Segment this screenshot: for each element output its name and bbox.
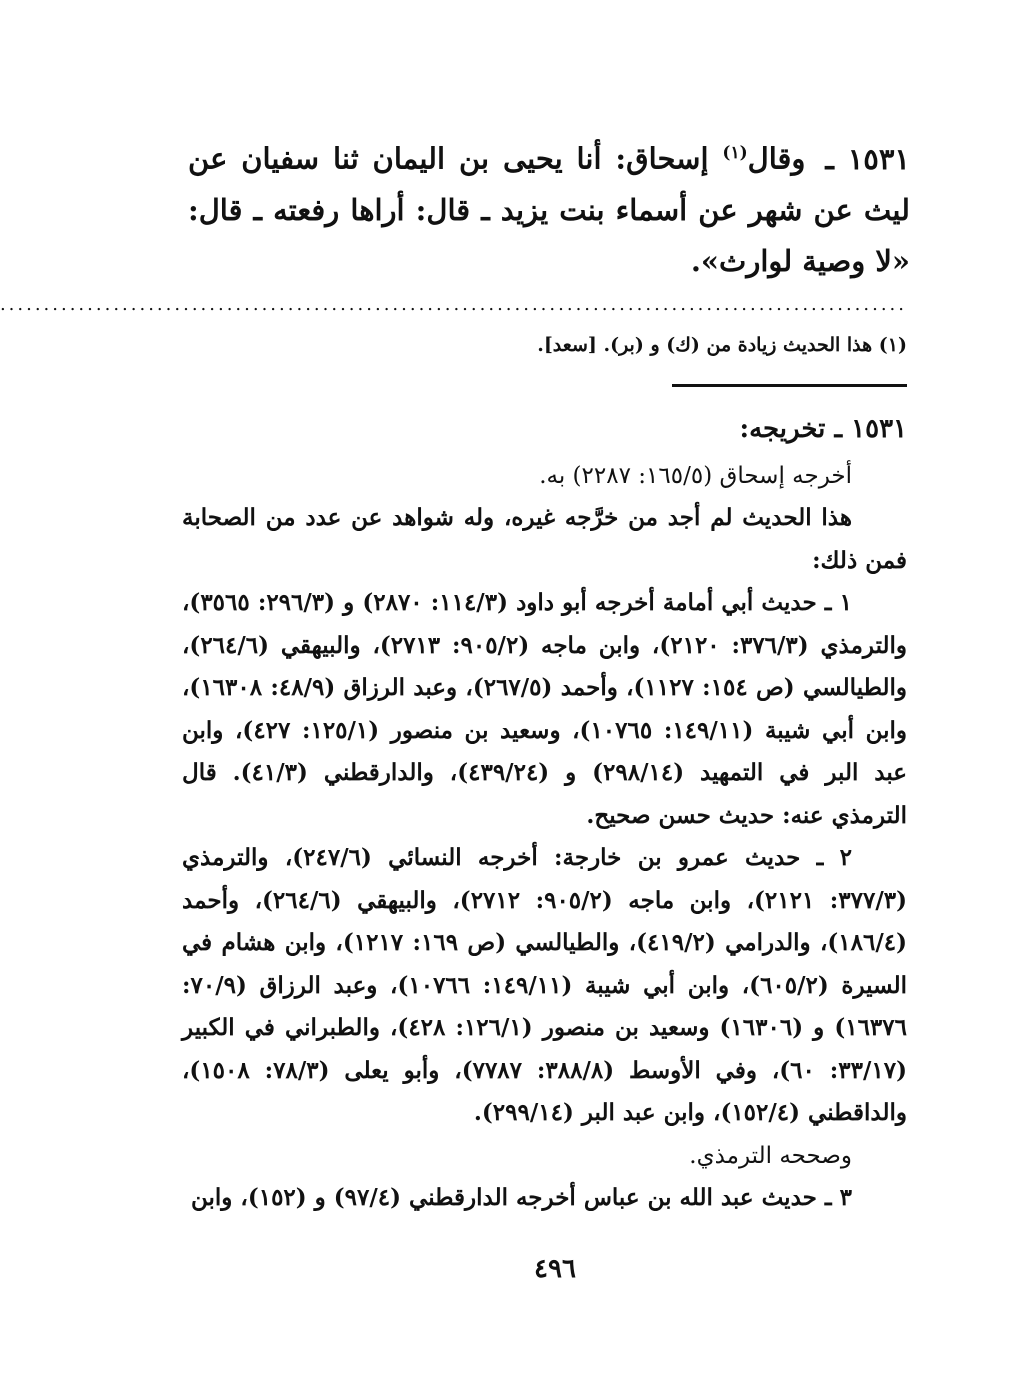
takhrij-paragraph: هذا الحديث لم أجد من خرَّجه غيره، وله شواهد عن عدد من الصحابة فمن ذلك:	[182, 504, 907, 574]
dotted-separator: ........................................................................................................	[0, 294, 907, 315]
footnote-reference: (١)	[722, 143, 748, 163]
hadith-text	[188, 128, 910, 287]
takhrij-paragraph: ٣ ـ حديث عبد الله بن عباس أخرجه الدارقطني (٩٧/٤) و (١٥٢)، وابن	[190, 1184, 852, 1211]
hadith-number: ١٥٣١ ـ	[825, 141, 910, 176]
page-number: ٤٩٦	[534, 1254, 576, 1284]
takhrij-paragraph: ١ ـ حديث أبي أمامة أخرجه أبو داود (١١٤/٣: ٢٨٧٠) و (٢٩٦/٣: ٣٥٦٥)، والترمذي (٣٧٦/٣: ٢١٢٠)، وابن ماجه (٩٠٥/٢: ٢٧١٣)، والبيهقي (٢٦٤/٦)، والطيالسي (ص ١٥٤: ١١٢٧)، وأحمد (٢٦٧/٥)، وعبد الرزاق (٤٨/٩: ١٦٣٠٨)، وابن أبي شيبة (١٤٩/١١: ١٠٧٦٥)، وسعيد بن منصور (١٢٥/١: ٤٢٧)، وابن عبد البر في التمهيد (٢٩٨/١٤) و (٤٣٩/٢٤)، والدارقطني (٤١/٣). قال الترمذي عنه: حديث حسن صحيح.	[182, 589, 908, 829]
takhrij-section	[182, 408, 907, 1220]
footnote: (١) هذا الحديث زيادة من (ك) و (بر). [سعد].	[537, 334, 907, 356]
takhrij-heading: ١٥٣١ ـ تخريجه:	[739, 414, 907, 444]
hadith-intro: وقال	[747, 141, 806, 176]
takhrij-paragraph: أخرجه إسحاق (١٦٥/٥: ٢٢٨٧) به.	[539, 462, 852, 489]
section-divider	[672, 384, 907, 387]
hadith-body: إسحاق: أنا يحيى بن اليمان ثنا سفيان عن ليث عن شهر عن أسماء بنت يزيد ـ قال: أراها رفعته ـ قال: «لا وصية لوارث».	[188, 141, 910, 278]
takhrij-paragraph: وصححه الترمذي.	[689, 1142, 852, 1169]
takhrij-paragraph: ٢ ـ حديث عمرو بن خارجة: أخرجه النسائي (٢٤٧/٦)، والترمذي (٣٧٧/٣: ٢١٢١)، وابن ماجه (٩٠٥/٢: ٢٧١٢)، والبيهقي (٢٦٤/٦)، وأحمد (١٨٦/٤)، والدرامي (٤١٩/٢)، والطيالسي (ص ١٦٩: ١٢١٧)، وابن هشام في السيرة (٦٠٥/٢)، وابن أبي شيبة (١٤٩/١١: ١٠٧٦٦)، وعبد الرزاق (٧٠/٩: ١٦٣٧٦) و (١٦٣٠٦) وسعيد بن منصور (١٢٦/١: ٤٢٨)، والطبراني في الكبير (٣٣/١٧: ٦٠)، وفي الأوسط (٣٨٨/٨: ٧٧٨٧)، وأبو يعلى (٧٨/٣: ١٥٠٨)، والداقطني (١٥٢/٤)، وابن عبد البر (٢٩٩/١٤).	[182, 844, 908, 1126]
